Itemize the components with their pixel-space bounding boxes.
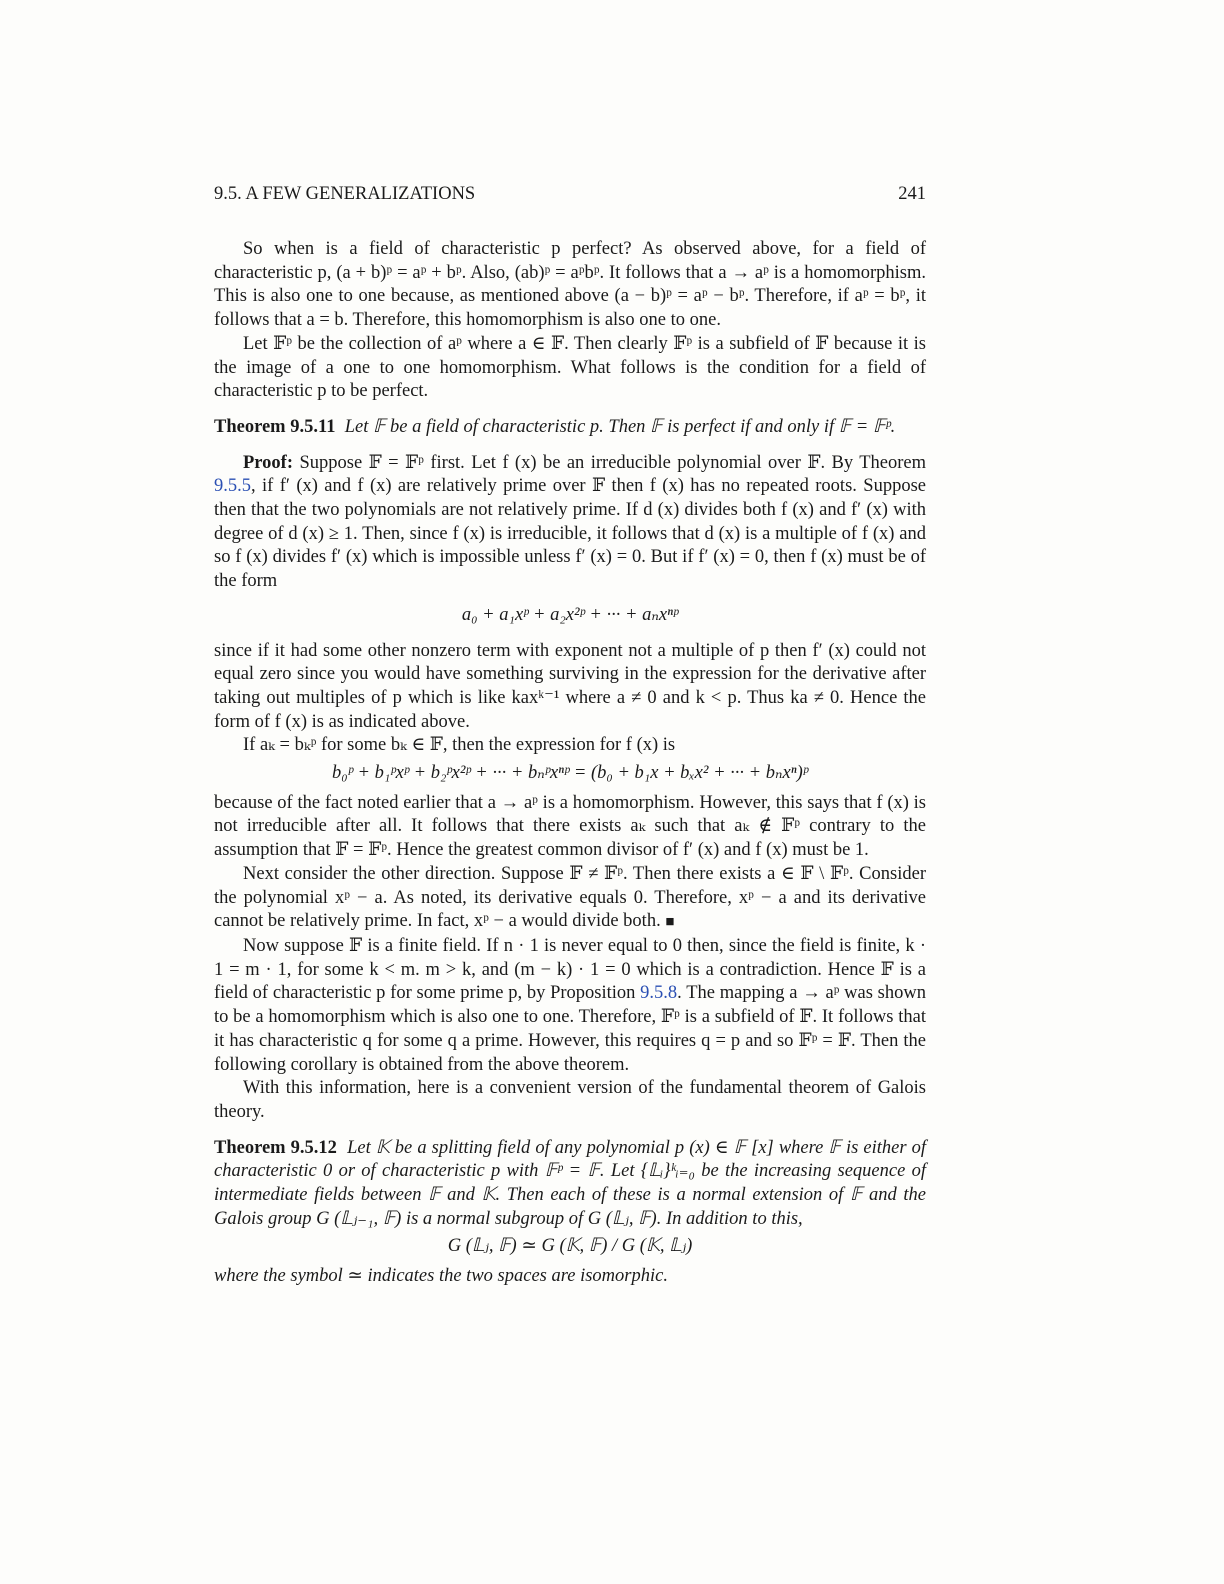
theorem-label: Theorem 9.5.12 bbox=[214, 1137, 337, 1158]
paragraph-galois-intro: With this information, here is a convenient version of the fundamental theorem of Galois theory. bbox=[214, 1078, 926, 1122]
equation-galois-isomorphism: G (𝕃ⱼ, 𝔽) ≃ G (𝕂, 𝔽) / G (𝕂, 𝕃ⱼ) bbox=[447, 1236, 693, 1257]
theorem-tail: where the symbol ≃ indicates the two spaces are isomorphic. bbox=[214, 1266, 668, 1287]
proof-label: Proof: bbox=[243, 452, 293, 473]
paragraph-perfect-question: So when is a field of characteristic p perfect? As observed above, for a field of characteristic p, (a + b)ᵖ = aᵖ + bᵖ. Also, (ab)ᵖ = aᵖbᵖ. It follows that a → aᵖ is a homomorphism. This is also one to one because, as mentioned above (a − b)ᵖ = aᵖ − bᵖ. Therefore, if aᵖ = bᵖ, it follows that a = b. Therefore, this homomorphism is also one to one. bbox=[214, 239, 926, 331]
paragraph-other-direction bbox=[214, 863, 926, 935]
theorem-statement: Let 𝔽 be a field of characteristic p. Then 𝔽 is perfect if and only if 𝔽 = 𝔽ᵖ. bbox=[344, 416, 896, 437]
page-number: 241 bbox=[898, 184, 926, 204]
theorem-9-5-12 bbox=[214, 1137, 926, 1232]
paragraph-expression: If aₖ = bₖᵖ for some bₖ ∈ 𝔽, then the expression for f (x) is bbox=[243, 735, 676, 756]
finite-field-text-rest: . The mapping a → aᵖ was shown to be a homomorphism which is also one to one. Therefore, 𝔽ᵖ is a subfield of 𝔽. It follows that it has characteristic q for some q a prime. However, this requires q = p and so 𝔽ᵖ = 𝔽. Then the following corollary is obtained from the above theorem. bbox=[214, 983, 926, 1075]
paragraph-derivative: since if it had some other nonzero term with exponent not a multiple of p then f′ (x) could not equal zero since you would have something surviving in the expression for the derivative after taking out multiples of p which is like kaxᵏ⁻¹ where a ≠ 0 and k < p. Thus ka ≠ 0. Hence the form of f (x) is as indicated above. bbox=[214, 640, 926, 732]
paragraph-subfield: Let 𝔽ᵖ be the collection of aᵖ where a ∈ 𝔽. Then clearly 𝔽ᵖ is a subfield of 𝔽 because it is the image of a one to one homomorphism. What follows is the condition for a field of characteristic p to be perfect. bbox=[214, 333, 926, 402]
page-body bbox=[214, 238, 926, 1289]
theorem-statement: Let 𝕂 be a splitting field of any polynomial p (x) ∈ 𝔽 [x] where 𝔽 is either of characteristic 0 or of characteristic p with 𝔽ᵖ = 𝔽. Let {𝕃ᵢ}ᵏᵢ₌₀ be the increasing sequence of intermediate fields between 𝔽 and 𝕂. Then each of these is a normal extension of 𝔽 and the Galois group G (𝕃ⱼ₋₁, 𝔽) is a normal subgroup of G (𝕃ⱼ, 𝔽). In addition to this, bbox=[214, 1137, 926, 1229]
theorem-label: Theorem 9.5.11 bbox=[214, 416, 336, 437]
paragraph-finite-field bbox=[214, 935, 926, 1077]
section-title: 9.5. A FEW GENERALIZATIONS bbox=[214, 184, 476, 204]
proof-paragraph bbox=[214, 452, 926, 594]
theorem-reference-link[interactable]: 9.5.5 bbox=[214, 476, 251, 497]
equation-polynomial-form: a₀ + a₁xᵖ + a₂x²ᵖ + ··· + aₙxⁿᵖ bbox=[461, 604, 679, 625]
proof-text-start: Suppose 𝔽 = 𝔽ᵖ first. Let f (x) be an irreducible polynomial over 𝔽. By Theorem bbox=[299, 452, 927, 473]
paragraph-homomorphism: because of the fact noted earlier that a → aᵖ is a homomorphism. However, this says that f (x) is not irreducible after all. It follows that there exists aₖ such that aₖ ∉ 𝔽ᵖ contrary to the assumption that 𝔽 = 𝔽ᵖ. Hence the greatest common divisor of f′ (x) and f (x) must be 1. bbox=[214, 792, 926, 861]
running-head bbox=[214, 184, 926, 205]
proposition-reference-link[interactable]: 9.5.8 bbox=[640, 983, 678, 1004]
proof-text-rest: , if f′ (x) and f (x) are relatively prime over 𝔽 then f (x) has no repeated roots. Suppose then that the two polynomials are not relatively prime. If d (x) divides both f (x) and f′ (x) with degree of d (x) ≥ 1. Then, since f (x) is irreducible, it follows that d (x) is a multiple of f (x) and so f (x) divides f′ (x) which is impossible unless f′ (x) = 0. But if f′ (x) = 0, then f (x) must be of the form bbox=[214, 476, 926, 592]
equation-pth-power: b₀ᵖ + b₁ᵖxᵖ + b₂ᵖx²ᵖ + ··· + bₙᵖxⁿᵖ = (b₀ + b₁x + bₓx² + ··· + bₙxⁿ)ᵖ bbox=[332, 763, 808, 784]
theorem-9-5-11 bbox=[214, 416, 926, 440]
qed-symbol: ■ bbox=[665, 914, 675, 931]
finite-field-text-start: Now suppose 𝔽 is a finite field. If n · 1 is never equal to 0 then, since the field is finite, k · 1 = m · 1, for some k < m. m > k, and (m − k) · 1 = 0 which is a contradiction. Hence 𝔽 is a field of characteristic p for some prime p, by Proposition bbox=[214, 935, 926, 1004]
other-direction-text: Next consider the other direction. Suppose 𝔽 ≠ 𝔽ᵖ. Then there exists a ∈ 𝔽 \ 𝔽ᵖ. Consider the polynomial xᵖ − a. As noted, its derivative equals 0. Therefore, xᵖ − a and its derivative cannot be relatively prime. In fact, xᵖ − a would divide both. bbox=[214, 863, 926, 932]
